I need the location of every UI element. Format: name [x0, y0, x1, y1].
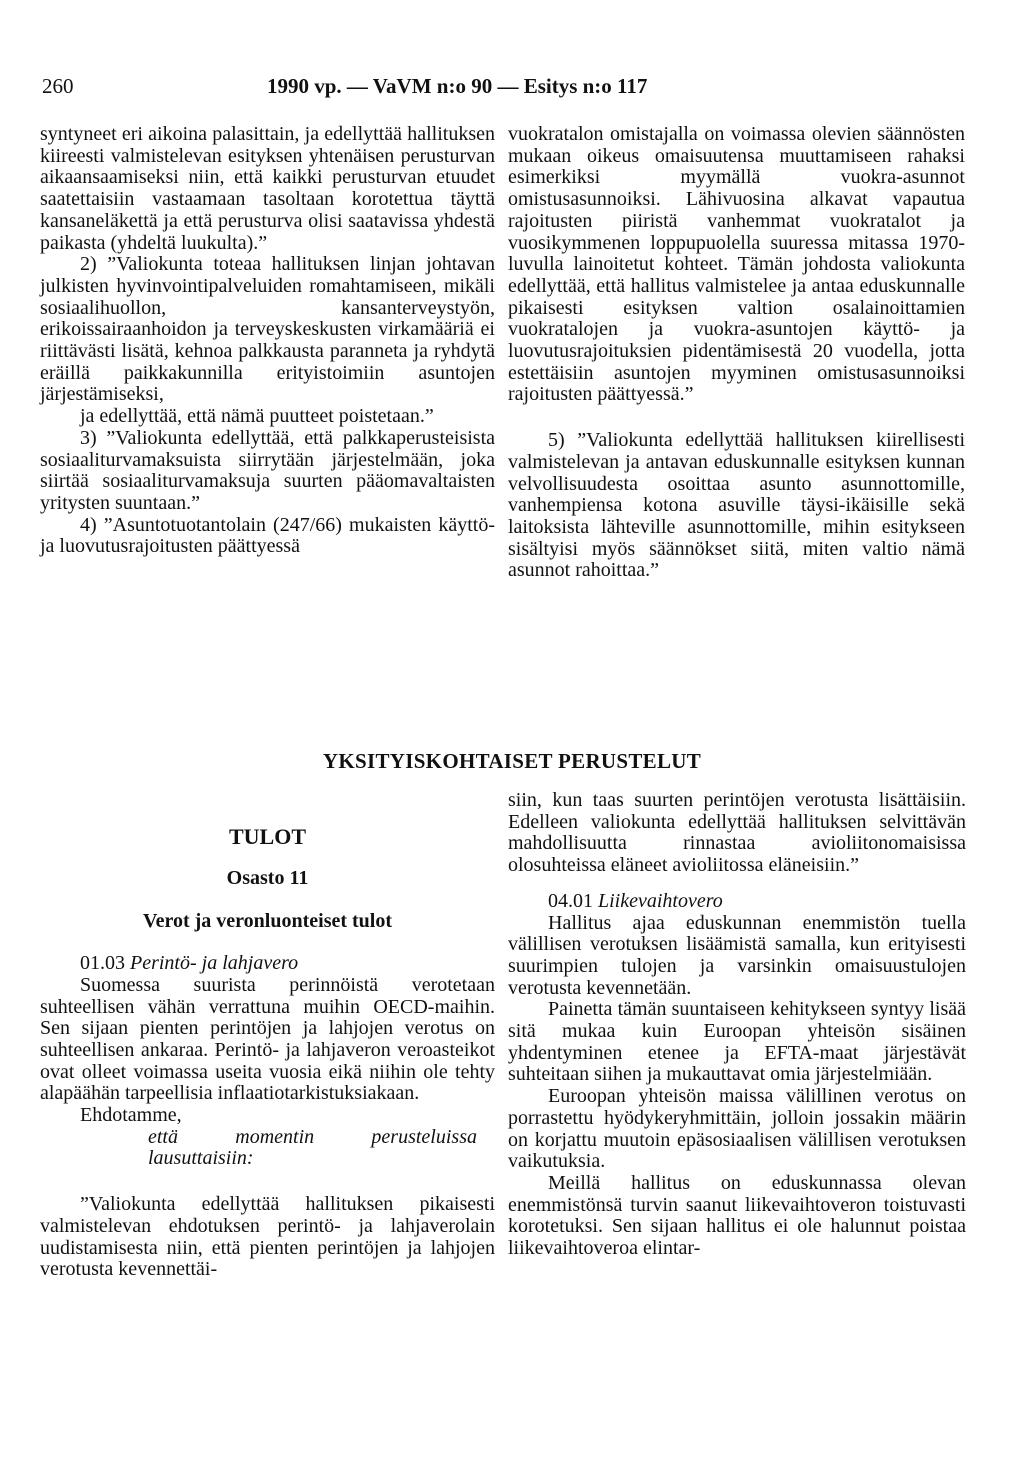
item-code: 01.03 — [80, 952, 125, 975]
heading-osasto: Osasto 11 — [226, 866, 309, 889]
paragraph: 3) ”Valiokunta edellyttää, että palkkaperusteisista sosiaaliturvamaksuista siirrytään järjestelmään, joka siirtää sosiaaliturvamaksuja suurten pääomavaltaisten yritysten suuntaan.” — [40, 426, 495, 514]
paragraph: 5) ”Valiokunta edellyttää hallituksen kiirellisesti valmistelevan ja antavan eduskunnalle esityksen kunnan velvollisuudesta osoittaa asunto asunnottomille, vanhempiensa kotona asuville täysi-ikäisille sekä laitoksista lähteville asunnottomille, mihin esitykseen sisältyisi myös säännökset siitä, miten valtio nämä asunnot rahoittaa.” — [508, 429, 965, 582]
column-top-right — [508, 124, 965, 582]
item-title: Perintö- ja lahjavero — [130, 952, 299, 975]
proposal-intro: että momentin perusteluissa lausuttaisiin: — [148, 1125, 477, 1170]
section-heading: YKSITYISKOHTAISET PERUSTELUT — [322, 749, 702, 773]
column-bottom-left — [40, 790, 495, 1281]
column-bottom-right — [508, 790, 966, 1260]
paragraph: Hallitus ajaa eduskunnan enemmistön tuella välillisen verotuksen lisäämistä samalla, kun erityisesti suurimpien tulojen ja varsinkin omaisuustulojen verotusta kevennetään. — [508, 911, 966, 999]
heading-verot: Verot ja veronluonteiset tulot — [142, 910, 393, 933]
running-header: 1990 vp. — VaVM n:o 90 — Esitys n:o 117 — [267, 74, 648, 98]
item-heading — [508, 891, 966, 913]
column-top-left — [40, 124, 495, 558]
paragraph: Meillä hallitus on eduskunnassa olevan enemmistönsä turvin saanut liikevaihtoveron toistuvasti korotetuksi. Sen sijaan hallitus ei ole halunnut poistaa liikevaihtoveroa elintar- — [508, 1171, 966, 1260]
paragraph: Suomessa suurista perinnöistä verotetaan suhteellisen vähän verrattuna muihin OECD-maihin. Sen sijaan pienten perintöjen ja lahjojen verotus on suhteellisen ankaraa. Perintö- ja lahjaveron veroasteikot ovat olleet voimassa useita vuosia eikä niihin ole tehty alapäähän tarpeellisia inflaatiotarkistuksiakaan. — [40, 973, 495, 1105]
paragraph: 4) ”Asuntotuotantolain (247/66) mukaisten käyttö- ja luovutusrajoitusten päättyessä — [40, 513, 495, 558]
item-code: 04.01 — [548, 889, 593, 912]
paragraph: ja edellyttää, että nämä puutteet poistetaan.” — [80, 405, 434, 428]
paragraph: ”Valiokunta edellyttää hallituksen pikaisesti valmistelevan ehdotuksen perintö- ja lahjaverolain uudistamisesta niin, että pienten perintöjen ja lahjojen verotusta kevennettäi- — [40, 1193, 495, 1281]
paragraph: 2) ”Valiokunta toteaa hallituksen linjan johtavan julkisten hyvinvointipalveluiden romahtamiseen, mikäli sosiaalihuollon, kansanterveystyön, erikoissairaanhoidon ja terveyskeskusten virkamääriä ei riittävästi lisätä, kehnoa palkkausta paranneta ja ryhdytä eräillä paikkakunnilla erityistoimiin asuntojen järjestämiseksi, — [40, 253, 495, 406]
paragraph: Painetta tämän suuntaiseen kehitykseen syntyy lisää sitä mukaa kuin Euroopan yhteisön sisäinen yhdentyminen etenee ja EFTA-maat järjestävät suhteitaan siihen ja mukauttavat omia järjestelmiään. — [508, 998, 966, 1086]
heading-tulot: TULOT — [228, 824, 307, 849]
item-heading — [40, 953, 495, 975]
paragraph: Euroopan yhteisön maissa välillinen verotus on porrastettu hyödykeryhmittäin, jolloin jossakin määrin on korjattu muutoin epäsosiaalisen välillisen verotuksen vaikutuksia. — [508, 1085, 966, 1173]
page-number: 260 — [42, 74, 74, 98]
paragraph: siin, kun taas suurten perintöjen verotusta lisättäisiin. Edelleen valiokunta edellyttää hallituksen selvittävän mahdollisuutta rinnastaa avioliitonomaisissa olosuhteissa eläneet avioliitossa eläneisiin.” — [508, 789, 966, 877]
paragraph: syntyneet eri aikoina palasittain, ja edellyttää hallituksen kiireesti valmistelevan esityksen yhtenäisen perusturvan aikaansaamiseksi niin, että kaikki perusturvan etuudet saatettaisiin vastaamaan tasoltaan korotettua täyttä kansaneläkettä ja että perusturva olisi saatavissa yhdestä paikasta (yhdeltä luukulta).” — [40, 123, 495, 254]
paragraph: vuokratalon omistajalla on voimassa olevien säännösten mukaan oikeus omaisuutensa muuttamiseen rahaksi esimerkiksi myymällä vuokra-asunnot omistusasunnoiksi. Lähivuosina alkavat vapautua rajoitusten piiristä vanhemmat vuokratalot ja vuosikymmenen loppupuolella suuressa mitassa 1970-luvulla lainoitetut kohteet. Tämän johdosta valiokunta edellyttää, että hallitus valmistelee ja antaa eduskunnalle pikaisesti esityksen valtion osalainoittamien vuokratalojen ja vuokra-asuntojen käyttö- ja luovutusrajoituksien pidentämisestä 20 vuodella, jotta estettäisiin asuntojen myyminen omistusasunnoiksi rajoitusten päättyessä.” — [508, 123, 965, 406]
paragraph: Ehdotamme, — [80, 1104, 182, 1127]
item-title: Liikevaihtovero — [598, 889, 723, 912]
